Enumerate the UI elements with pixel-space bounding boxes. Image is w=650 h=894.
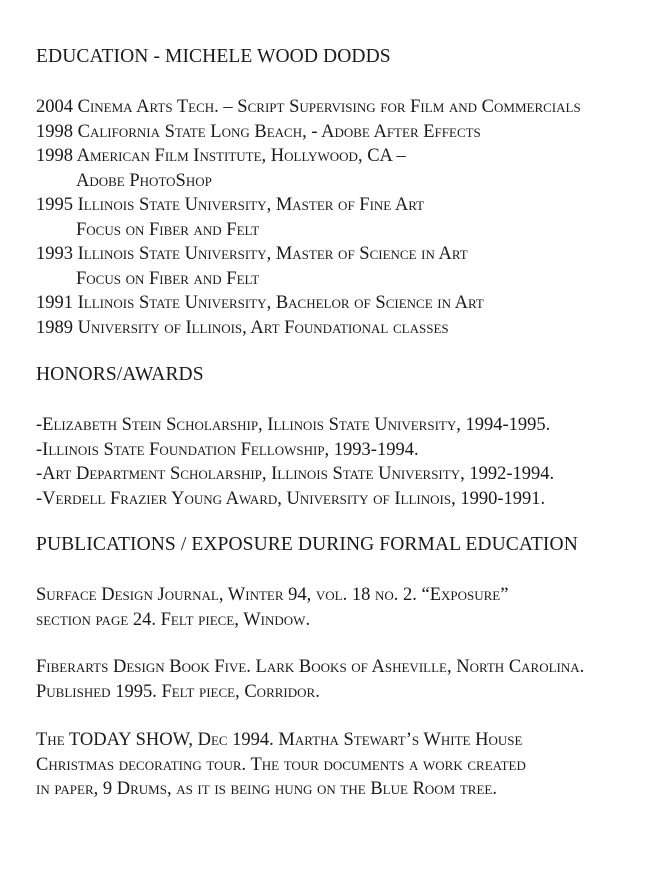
education-heading: EDUCATION - MICHELE WOOD DODDS (36, 46, 391, 67)
publication-line: Christmas decorating tour. The tour documents a work created (36, 754, 526, 775)
education-entry-detail: Focus on Fiber and Felt (76, 219, 260, 240)
honor-entry: -Illinois State Foundation Fellowship, 1993-1994. (36, 439, 419, 460)
education-entry: 1998 California State Long Beach, - Adobe After Effects (36, 121, 481, 142)
education-entry: 1993 Illinois State University, Master of Science in Art (36, 244, 468, 264)
publication-line: Fiberarts Design Book Five. Lark Books of Asheville, North Carolina. (36, 657, 585, 677)
education-list (36, 95, 581, 340)
education-entry-detail: Adobe PhotoShop (76, 170, 212, 191)
honors-list (36, 413, 554, 511)
education-entry: 1995 Illinois State University, Master of Fine Art (36, 195, 425, 215)
honor-entry: -Elizabeth Stein Scholarship, Illinois State University, 1994-1995. (36, 415, 551, 435)
education-entry: 2004 Cinema Arts Tech. – Script Supervising for Film and Commercials (36, 97, 581, 117)
publication-item (36, 655, 584, 704)
education-entry: 1998 American Film Institute, Hollywood, CA – (36, 146, 406, 166)
education-entry: 1991 Illinois State University, Bachelor of Science in Art (36, 293, 484, 313)
publication-line: Published 1995. Felt piece, Corridor. (36, 681, 320, 702)
publication-item (36, 728, 526, 802)
publications-heading: PUBLICATIONS / EXPOSURE DURING FORMAL EDUCATION (36, 534, 578, 555)
publication-line: section page 24. Felt piece, Window. (36, 609, 311, 630)
publication-line: Surface Design Journal, Winter 94, vol. 18 no. 2. “Exposure” (36, 585, 509, 605)
honors-heading: HONORS/AWARDS (36, 364, 204, 385)
publication-line: in paper, 9 Drums, as it is being hung on the Blue Room tree. (36, 779, 497, 799)
education-entry: 1989 University of Illinois, Art Foundational classes (36, 317, 449, 338)
publication-item (36, 583, 508, 632)
publication-line: The TODAY SHOW, Dec 1994. Martha Stewart’s White House (36, 730, 523, 750)
honor-entry: -Verdell Frazier Young Award, University of Illinois, 1990-1991. (36, 488, 546, 509)
education-entry-detail: Focus on Fiber and Felt (76, 268, 260, 289)
honor-entry: -Art Department Scholarship, Illinois State University, 1992-1994. (36, 464, 555, 484)
